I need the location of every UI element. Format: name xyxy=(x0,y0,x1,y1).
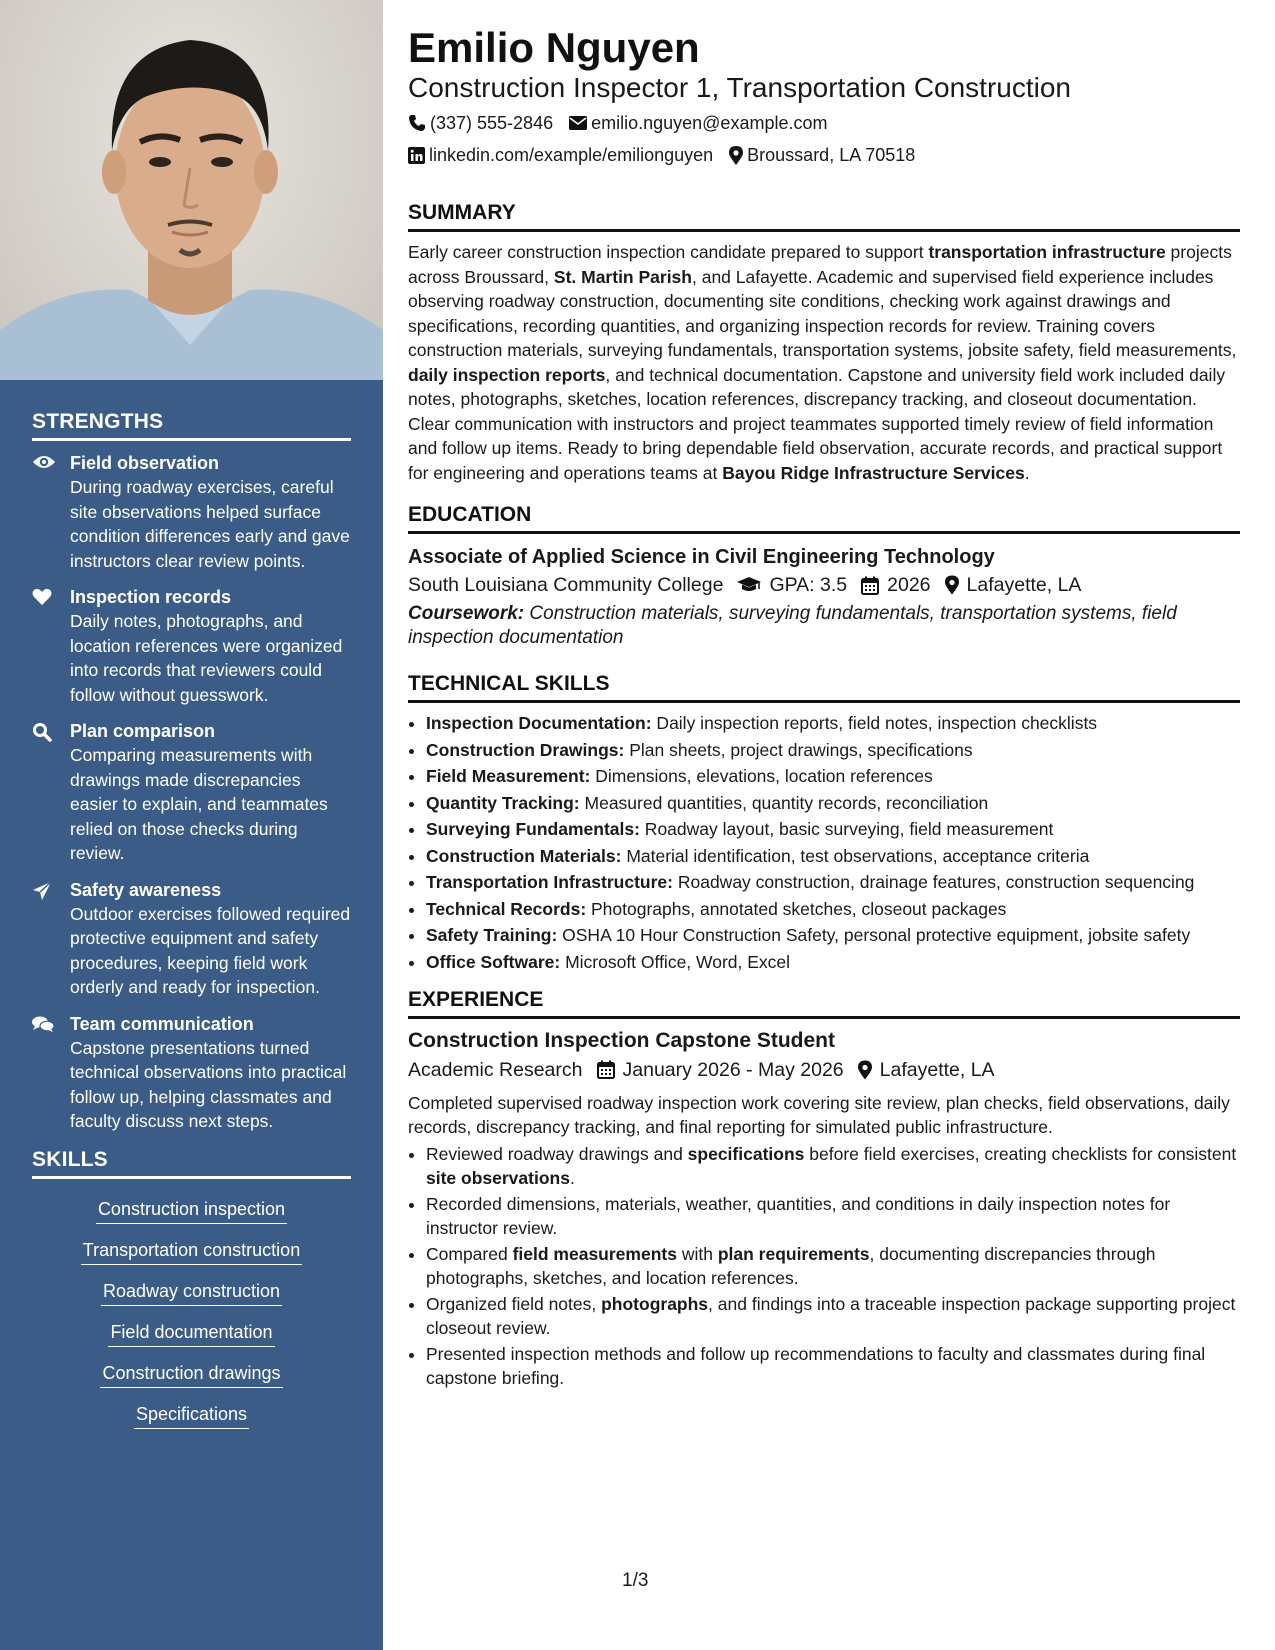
location-contact xyxy=(729,143,915,167)
school-location: Lafayette, LA xyxy=(966,574,1082,596)
strength-item xyxy=(32,878,351,1000)
skill-tag: Roadway construction xyxy=(101,1281,282,1306)
skill-value: Daily inspection reports, field notes, inspection checklists xyxy=(651,713,1098,733)
gpa-text: GPA: 3.5 xyxy=(769,574,848,596)
skill-label: Transportation Infrastructure: xyxy=(426,872,673,892)
email-address[interactable]: emilio.nguyen@example.com xyxy=(591,113,828,133)
skill-label: Inspection Documentation: xyxy=(426,713,652,733)
list-item xyxy=(426,1342,1240,1391)
map-marker-icon xyxy=(945,575,959,595)
skill-label: Field Measurement: xyxy=(426,766,591,786)
job-title: Construction Inspection Capstone Student xyxy=(408,1028,836,1052)
bullet-highlight: plan requirements xyxy=(717,1243,870,1264)
strength-title: Inspection records xyxy=(70,587,232,607)
strength-description: Outdoor exercises followed required protective equipment and safety procedures, keeping field work orderly and ready for inspection. xyxy=(70,903,351,997)
list-item xyxy=(426,1142,1240,1191)
search-icon xyxy=(32,719,70,866)
heart-icon xyxy=(32,585,70,707)
linkedin-icon xyxy=(408,147,425,164)
location-text: Broussard, LA 70518 xyxy=(747,145,916,165)
skill-value: Dimensions, elevations, location references xyxy=(590,766,933,786)
sidebar-content xyxy=(32,410,351,1435)
contact-info xyxy=(408,111,1240,167)
skill-value: OSHA 10 Hour Construction Safety, personal protective equipment, jobsite safety xyxy=(557,925,1191,945)
technical-skills-heading: TECHNICAL SKILLS xyxy=(408,672,1240,703)
list-item xyxy=(426,1192,1240,1241)
summary-highlight: daily inspection reports xyxy=(408,364,606,385)
skill-label: Surveying Fundamentals: xyxy=(426,819,640,839)
phone-number: (337) 555-2846 xyxy=(430,113,554,133)
job-description: Completed supervised roadway inspection work covering site review, plan checks, field observations, daily records, discrepancy tracking, and final reporting for simulated public infrastructure. xyxy=(408,1092,1230,1137)
linkedin-url[interactable]: linkedin.com/example/emilionguyen xyxy=(429,145,714,165)
experience-heading: EXPERIENCE xyxy=(408,988,1240,1019)
job-meta xyxy=(408,1055,1240,1085)
degree-title: Associate of Applied Science in Civil Engineering Technology xyxy=(408,546,995,568)
skill-label: Technical Records: xyxy=(426,898,587,919)
strength-description: Daily notes, photographs, and location references were organized into records that reviewers could follow without guesswork. xyxy=(70,611,343,705)
skill-label: Office Software: xyxy=(426,951,561,972)
coursework-text: Construction materials, surveying fundamentals, transportation systems, field inspection documentation xyxy=(408,603,1177,648)
skill-tag: Construction inspection xyxy=(96,1199,287,1224)
education-meta xyxy=(408,570,1240,600)
summary-highlight: St. Martin Parish xyxy=(553,266,692,287)
strength-item xyxy=(32,585,351,707)
calendar-icon xyxy=(597,1060,615,1079)
list-item xyxy=(426,870,1240,894)
list-item xyxy=(426,817,1240,841)
skills-heading: SKILLS xyxy=(32,1148,351,1179)
strengths-heading: STRENGTHS xyxy=(32,410,351,441)
bullet-text: . xyxy=(569,1168,575,1188)
strength-title: Plan comparison xyxy=(70,721,216,741)
list-item xyxy=(426,711,1240,735)
main-content xyxy=(408,22,1240,1392)
school-name: South Louisiana Community College xyxy=(408,574,724,596)
skill-value: Photographs, annotated sketches, closeout packages xyxy=(586,898,1007,919)
summary-heading: SUMMARY xyxy=(408,201,1240,232)
dates-item xyxy=(597,1055,844,1085)
graduation-year: 2026 xyxy=(887,574,931,596)
linkedin-contact[interactable] xyxy=(408,143,713,167)
map-marker-icon xyxy=(729,146,743,165)
gpa-item xyxy=(737,570,847,600)
list-item xyxy=(426,950,1240,974)
profile-photo xyxy=(0,0,383,380)
education-heading: EDUCATION xyxy=(408,503,1240,534)
bullet-text: before field exercises, creating checklists for consistent xyxy=(804,1143,1237,1164)
summary-segment: Early career construction inspection candidate prepared to support xyxy=(408,242,929,262)
skill-value: Roadway layout, basic surveying, field measurement xyxy=(639,819,1054,839)
list-item xyxy=(426,844,1240,868)
skill-tag: Specifications xyxy=(134,1404,249,1429)
list-item xyxy=(426,923,1240,947)
strength-item xyxy=(32,1012,351,1134)
bullet-text: Reviewed roadway drawings and xyxy=(426,1143,688,1164)
skill-label: Quantity Tracking: xyxy=(426,792,580,813)
map-marker-icon xyxy=(858,1060,872,1080)
skill-label: Construction Drawings: xyxy=(426,739,625,760)
strength-item xyxy=(32,451,351,573)
list-item xyxy=(426,897,1240,921)
bullet-text: Recorded dimensions, materials, weather, quantities, and conditions in daily inspection notes for instructor review. xyxy=(426,1193,1171,1238)
skill-tag: Construction drawings xyxy=(100,1363,282,1388)
skills-list xyxy=(32,1189,351,1435)
bullet-text: Compared xyxy=(426,1243,513,1264)
phone-icon xyxy=(408,114,426,132)
bullet-text: Organized field notes, xyxy=(426,1293,602,1314)
summary-highlight: Bayou Ridge Infrastructure Services xyxy=(722,462,1025,483)
list-item xyxy=(426,764,1240,788)
skill-label: Safety Training: xyxy=(426,925,558,945)
year-item xyxy=(861,570,930,600)
summary-segment: projects across Broussard, xyxy=(408,242,1232,287)
strength-title: Safety awareness xyxy=(70,879,222,900)
page-number: 1/3 xyxy=(622,1570,649,1591)
comments-icon xyxy=(32,1012,70,1134)
summary-segment: , and technical documentation. Capstone and university field work included daily notes, photographs, sketches, location references, discrepancy tracking, and closeout documentation. Clear communication with instructors and project teammates supported timely review of field information and follow up items. Ready to bring dependable field observation, accurate records, and practical support for engineering and operations teams at xyxy=(408,364,1226,483)
list-item xyxy=(426,791,1240,815)
envelope-icon xyxy=(569,116,587,130)
strength-description: Capstone presentations turned technical observations into practical follow up, helping classmates and faculty discuss next steps. xyxy=(70,1037,347,1131)
bullet-text: , documenting discrepancies through photographs, sketches, and location references. xyxy=(426,1243,1156,1288)
school-location-item xyxy=(945,570,1082,600)
paper-plane-icon xyxy=(32,878,70,1000)
bullet-highlight: field measurements xyxy=(512,1243,677,1264)
coursework-label: Coursework: xyxy=(408,603,525,624)
phone-contact xyxy=(408,111,553,135)
bullet-highlight: site observations xyxy=(426,1168,570,1188)
skill-label: Construction Materials: xyxy=(426,845,622,866)
technical-skills-list xyxy=(408,711,1240,974)
bullet-highlight: photographs xyxy=(601,1293,709,1314)
candidate-title: Construction Inspector 1, Transportation Construction xyxy=(408,72,1072,103)
email-contact[interactable] xyxy=(569,111,827,135)
summary-segment: . xyxy=(1024,462,1030,483)
strength-description: Comparing measurements with drawings made discrepancies easier to explain, and teammates relied on those checks during review. xyxy=(70,745,328,863)
job-location-item xyxy=(858,1055,995,1085)
skill-value: Microsoft Office, Word, Excel xyxy=(560,951,791,972)
strength-item xyxy=(32,719,351,866)
calendar-icon xyxy=(861,576,879,595)
job-dates: January 2026 - May 2026 xyxy=(622,1058,844,1081)
strength-title: Field observation xyxy=(70,453,220,473)
strength-description: During roadway exercises, careful site observations helped surface condition differences early and gave instructors clear review points. xyxy=(70,477,350,571)
graduation-cap-icon xyxy=(737,576,761,594)
eye-icon xyxy=(32,451,70,573)
bullet-text: , and findings into a traceable inspection package supporting project closeout review. xyxy=(426,1293,1236,1338)
job-bullets xyxy=(408,1142,1240,1391)
bullet-text: with xyxy=(676,1243,718,1264)
summary-segment: , and Lafayette. Academic and supervised field experience includes observing roadway construction, documenting site conditions, checking work against drawings and specifications, recording quantities, and organizing inspection records for review. Training covers construction materials, surveying fundamentals, transportation systems, jobsite safety, field measurements, xyxy=(408,266,1237,360)
summary-text xyxy=(408,240,1240,485)
organization: Academic Research xyxy=(408,1058,583,1081)
skill-value: Measured quantities, quantity records, reconciliation xyxy=(579,792,989,813)
sidebar xyxy=(0,0,383,1650)
summary-highlight: transportation infrastructure xyxy=(928,242,1166,262)
bullet-highlight: specifications xyxy=(687,1143,805,1164)
strength-title: Team communication xyxy=(70,1013,254,1034)
skill-tag: Field documentation xyxy=(108,1322,274,1347)
bullet-text: Presented inspection methods and follow up recommendations to faculty and classmates during final capstone briefing. xyxy=(426,1343,1206,1388)
candidate-name: Emilio Nguyen xyxy=(408,24,700,71)
job-location: Lafayette, LA xyxy=(879,1058,995,1081)
skill-value: Plan sheets, project drawings, specifications xyxy=(624,739,973,760)
skill-value: Roadway construction, drainage features, construction sequencing xyxy=(672,872,1195,892)
list-item xyxy=(426,738,1240,762)
list-item xyxy=(426,1242,1240,1291)
skill-tag: Transportation construction xyxy=(81,1240,302,1265)
skill-value: Material identification, test observations, acceptance criteria xyxy=(621,845,1090,866)
coursework xyxy=(408,602,1240,650)
list-item xyxy=(426,1292,1240,1341)
